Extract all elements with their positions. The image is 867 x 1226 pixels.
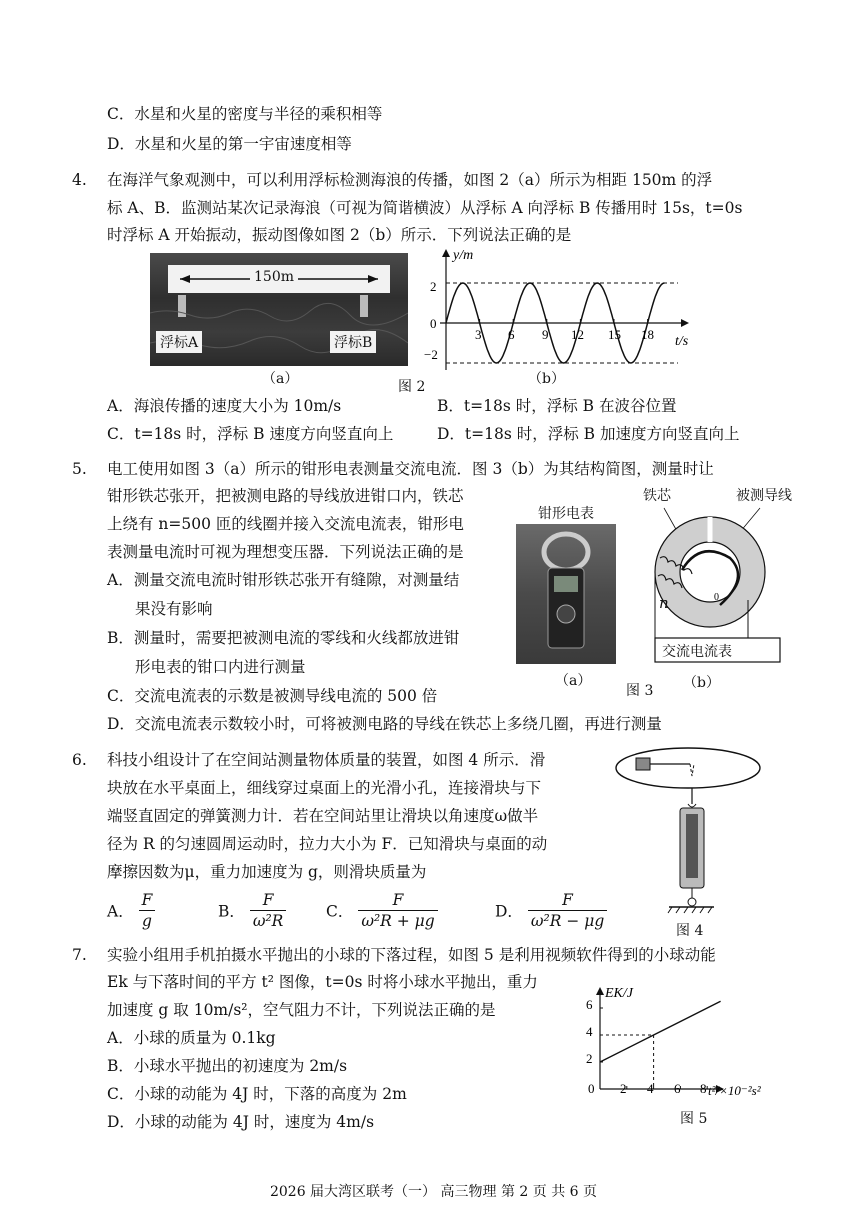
q5-option-a-line1: A．测量交流电流时钳形铁芯张开有缝隙，对测量结 <box>107 571 460 589</box>
q7-option-b: B．小球水平抛出的初速度为 2m/s <box>107 1057 348 1075</box>
q5-option-a-line2: 果没有影响 <box>135 600 213 618</box>
q4-stem-line-2: 标 A、B．监测站某次记录海浪（可视为简谐横波）从浮标 A 向浮标 B 传播用时 15s，t=0s <box>107 199 743 217</box>
wave-x-tick-6: 6 <box>508 327 515 342</box>
fig2b-caption: （b） <box>528 371 565 387</box>
q6-option-a-label: A． <box>107 902 134 921</box>
q5-stem-line-1: 电工使用如图 3（a）所示的钳形电表测量交流电流．图 3（b）为其结构简图，测量时让 <box>107 460 714 478</box>
coil-n-label: n <box>659 594 669 612</box>
ek-y-tick-6: 6 <box>586 997 593 1012</box>
q7-stem-line-1: 实验小组用手机拍摄水平抛出的小球的下落过程，如图 5 是利用视频软件得到的小球动能 <box>107 946 716 964</box>
wave-x-arrow <box>681 319 689 327</box>
wave-y-label: y/m <box>453 248 474 263</box>
q4-stem-line-1: 在海洋气象观测中，可以利用浮标检测海浪的传播，如图 2（a）所示为相距 150m 的浮 <box>107 171 713 189</box>
ek-y-tick-4: 4 <box>586 1024 593 1039</box>
ek-x-tick-8: 8 <box>700 1081 707 1096</box>
q6-option-c-numerator: F <box>358 890 437 911</box>
distance-label: 150m <box>250 269 298 285</box>
q4-option-a: A．海浪传播的速度大小为 10m/s <box>107 397 342 415</box>
ek-y-arrow <box>596 987 604 995</box>
q6-stem-line-5: 摩擦因数为μ，重力加速度为 g，则滑块质量为 <box>107 863 427 881</box>
q7-number: 7. <box>72 946 87 964</box>
fig3a-caption: （a） <box>555 673 592 689</box>
fig2a-caption: （a） <box>262 371 299 387</box>
fig3-label: 图 3 <box>626 683 654 699</box>
q7-stem-line-2: Ek 与下落时间的平方 t² 图像，t=0s 时将小球水平抛出，重力 <box>107 973 538 991</box>
q4-option-d: D．t=18s 时，浮标 B 加速度方向竖直向上 <box>437 425 740 443</box>
q7-option-d: D．小球的动能为 4J 时，速度为 4m/s <box>107 1113 375 1131</box>
q5-option-b-line2: 形电表的钳口内进行测量 <box>135 658 306 676</box>
wave-x-tick-9: 9 <box>542 327 549 342</box>
q6-option-d-denominator: ω²R − μg <box>530 912 605 930</box>
q6-option-d <box>495 890 607 931</box>
ek-y-tick-2: 2 <box>586 1051 593 1066</box>
ek-origin: 0 <box>588 1081 595 1096</box>
q5-option-b-line1: B．测量时，需要把被测电流的零线和火线都放进钳 <box>107 629 460 647</box>
q6-option-c-denominator: ω²R + μg <box>361 912 435 930</box>
q6-option-b-denominator: ω²R <box>252 912 284 930</box>
q4-option-b: B．t=18s 时，浮标 B 在波谷位置 <box>437 397 677 415</box>
ek-y-label: EK/J <box>605 986 633 1001</box>
q7-option-a: A．小球的质量为 0.1kg <box>107 1029 276 1047</box>
fig4-label: 图 4 <box>676 923 704 939</box>
q6-stem-line-2: 块放在水平桌面上，细线穿过桌面上的光滑小孔，连接滑块与下 <box>107 779 542 797</box>
q6-option-a-numerator: F <box>139 890 156 911</box>
q6-stem-line-3: 端竖直固定的弹簧测力计．若在空间站里让滑块以角速度ω做半 <box>107 807 539 825</box>
prev-option-d: D．水星和火星的第一宇宙速度相等 <box>107 135 352 153</box>
q4-number: 4. <box>72 171 87 189</box>
q6-option-d-label: D． <box>495 902 523 921</box>
q6-option-a <box>107 890 155 931</box>
wave-y-arrow <box>442 249 450 257</box>
buoy-photo <box>150 253 408 366</box>
ek-x-tick-6: 6 <box>674 1081 681 1096</box>
prev-option-c: C．水星和火星的密度与半径的乘积相等 <box>107 105 383 123</box>
buoy-a-label: 浮标A <box>156 331 202 353</box>
q6-option-c-label: C． <box>326 902 354 921</box>
iron-core-label: 铁芯 <box>643 488 671 504</box>
wave-graph <box>420 245 700 375</box>
measured-wire-label: 被测导线 <box>736 488 792 504</box>
ek-x-tick-4: 4 <box>647 1081 654 1096</box>
q6-option-c <box>326 890 438 931</box>
fig2-label: 图 2 <box>398 379 426 395</box>
clamp-meter-photo <box>516 524 616 664</box>
wave-x-tick-3: 3 <box>475 327 482 342</box>
clamp-meter-label: 钳形电表 <box>538 506 594 522</box>
q5-number: 5. <box>72 460 87 478</box>
wave-x-label: t/s <box>675 334 689 349</box>
clamp-meter-drawing <box>516 524 616 664</box>
q6-option-b-numerator: F <box>250 890 287 911</box>
q6-number: 6. <box>72 751 87 769</box>
q4-option-c: C．t=18s 时，浮标 B 速度方向竖直向上 <box>107 425 394 443</box>
wave-x-tick-15: 15 <box>608 327 621 342</box>
q7-stem-line-3: 加速度 g 取 10m/s²，空气阻力不计，下列说法正确的是 <box>107 1001 496 1019</box>
fig5-label: 图 5 <box>680 1111 708 1127</box>
q6-option-b <box>218 890 286 931</box>
q6-option-a-denominator: g <box>142 912 152 930</box>
q5-stem-line-2: 钳形铁芯张开，把被测电路的导线放进钳口内，铁芯 <box>107 487 464 505</box>
page-footer: 2026 届大湾区联考（一） 高三物理 第 2 页 共 6 页 <box>269 1184 598 1200</box>
ek-x-tick-2: 2 <box>620 1081 627 1096</box>
wave-x-tick-12: 12 <box>571 327 584 342</box>
q5-stem-line-4: 表测量电流时可视为理想变压器．下列说法正确的是 <box>107 543 464 561</box>
wave-y-tick-0: 0 <box>430 316 437 331</box>
fig3b-caption: （b） <box>683 675 720 691</box>
ek-graph <box>580 983 790 1108</box>
ammeter-label: 交流电流表 <box>662 644 732 660</box>
q5-option-d: D．交流电流表示数较小时，可将被测电路的导线在铁芯上多绕几圈，再进行测量 <box>107 715 662 733</box>
q4-stem-line-3: 时浮标 A 开始振动，振动图像如图 2（b）所示．下列说法正确的是 <box>107 226 572 244</box>
wave-y-tick-2: 2 <box>430 279 437 294</box>
q5-stem-line-3: 上绕有 n=500 匝的线圈并接入交流电流表，钳形电 <box>107 515 464 533</box>
wave-x-tick-18: 18 <box>641 327 654 342</box>
q5-option-c: C．交流电流表的示数是被测导线电流的 500 倍 <box>107 687 438 705</box>
q6-stem-line-1: 科技小组设计了在空间站测量物体质量的装置，如图 4 所示．滑 <box>107 751 546 769</box>
space-station-device-diagram <box>614 746 764 916</box>
ek-line <box>600 1001 721 1062</box>
q6-stem-line-4: 径为 R 的匀速圆周运动时，拉力大小为 F．已知滑块与桌面的动 <box>107 835 548 853</box>
svg-text:0: 0 <box>714 592 719 603</box>
ek-x-label: t²/×10⁻²s² <box>708 1083 761 1098</box>
wave-y-tick-neg2: −2 <box>424 347 438 362</box>
q6-option-d-numerator: F <box>528 890 607 911</box>
q6-option-b-label: B． <box>218 902 245 921</box>
q7-option-c: C．小球的动能为 4J 时，下落的高度为 2m <box>107 1085 407 1103</box>
buoy-b-label: 浮标B <box>330 331 376 353</box>
